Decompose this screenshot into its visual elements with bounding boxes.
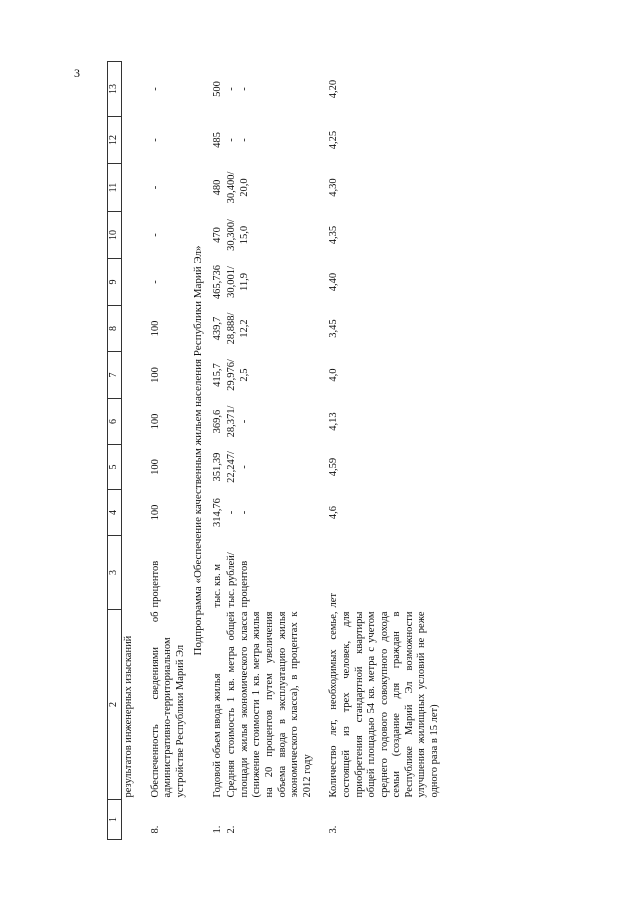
header-cell: 11 [108,164,122,212]
value-cell: 500 [211,81,223,97]
header-cell: 6 [108,399,122,445]
value-cell: 100 [149,367,161,383]
value-cell: 4,0 [328,368,340,382]
unit-cell: тыс. рублей/ процентов [226,552,250,608]
value-cell: 314,76 [211,498,223,527]
value-cell: 4,35 [328,225,340,245]
value-cell: 28,888/ 12,2 [226,312,250,345]
indicator-table-sheet [107,66,565,840]
value-cell: 4,30 [328,178,340,197]
value-cell: 30,300/ 15,0 [226,219,250,251]
subprogram-title: Подпрограмма «Обеспечение качественным жильем населения Республики Марий Эл» [192,245,205,656]
header-cell: 12 [108,117,122,164]
value-cell: - [149,185,161,190]
indicator-name: результатов инженерных изысканий [123,635,134,798]
indicator-name: Средняя стоимость 1 кв. метра общей площади жилья экономического класса (снижение стоимости 1 кв. метра жилья на 20 процентов путем увеличения объема ввода в эксплуатацию жилья экономического класса), в процентах к 2012 году [226,611,313,798]
header-cell: 8 [108,306,122,352]
value-cell: - [149,233,161,237]
value-cell: 4,6 [328,505,340,520]
table-row [327,62,442,840]
row-number: 1. [211,825,223,834]
header-cell: 1 [108,800,122,840]
value-cell: - [149,280,161,284]
row-number: 3. [328,825,340,834]
value-cell: - - [226,87,250,91]
value-cell: 415,7 [211,363,223,387]
indicator-name: Обеспеченность сведениями об административно-территориальном устройстве Республики Марий Эл [149,611,186,798]
value-cell: 4,59 [328,457,340,477]
header-cell: 9 [108,259,122,306]
value-cell: 480 [211,179,223,196]
indicator-table [107,61,443,840]
unit-cell: тыс. кв. м [211,563,223,608]
value-cell: 100 [149,413,161,430]
indicator-name: Годовой объем ввода жилья [211,673,223,798]
header-cell: 10 [108,212,122,259]
indicator-name: Количество лет, необходимых семье, состоящей из трех человек, для приобретения стандартной квартиры общей площадью 54 кв. метра с учетом среднего годового совокупного дохода семьи (создание для граждан в Республике Марий Эл возможности улучшения жилищных условий не реже одного раза в 15 лет) [328,611,441,798]
header-cell: 2 [108,610,122,800]
value-cell: 439,7 [211,316,223,341]
row-number [122,800,137,840]
value-cell: 485 [211,132,223,148]
value-cell: 369,6 [211,409,223,434]
page-number: 3 [74,66,80,80]
header-cell: 13 [108,62,122,117]
value-cell: - - [226,510,250,515]
value-cell: - [149,138,161,142]
value-cell: 28,371/ - [226,405,250,438]
value-cell: - - [226,138,250,142]
header-cell: 7 [108,352,122,399]
value-cell: 22,247/ - [226,451,250,483]
table-row [149,62,189,840]
header-cell: 4 [108,490,122,536]
header-cell: 3 [108,536,122,610]
table-row [122,62,137,840]
column-numbers-header [108,62,122,840]
row-number: 2. [226,825,238,834]
value-cell: 100 [149,504,161,521]
value-cell: 30,400/ 20,0 [226,171,250,204]
row-number: 8. [149,825,161,834]
value-cell: 100 [149,459,161,475]
value-cell: 351,39 [211,452,223,482]
value-cell: 4,40 [328,272,340,292]
unit-cell: лет [328,593,340,608]
value-cell: - [149,87,161,91]
value-cell: 3,45 [328,319,340,338]
table-row [225,62,315,840]
value-cell: 29,976/ 2,5 [226,359,250,391]
unit-cell: процентов [149,560,161,608]
value-cell: 465,736 [211,264,223,300]
value-cell: 30,001/ 11,9 [226,266,250,298]
value-cell: 100 [149,320,161,337]
value-cell: 4,25 [328,130,340,150]
value-cell: 4,20 [328,79,340,99]
value-cell: 4,13 [328,412,340,431]
header-cell: 5 [108,445,122,490]
table-row [211,62,226,840]
value-cell: 470 [211,227,223,243]
